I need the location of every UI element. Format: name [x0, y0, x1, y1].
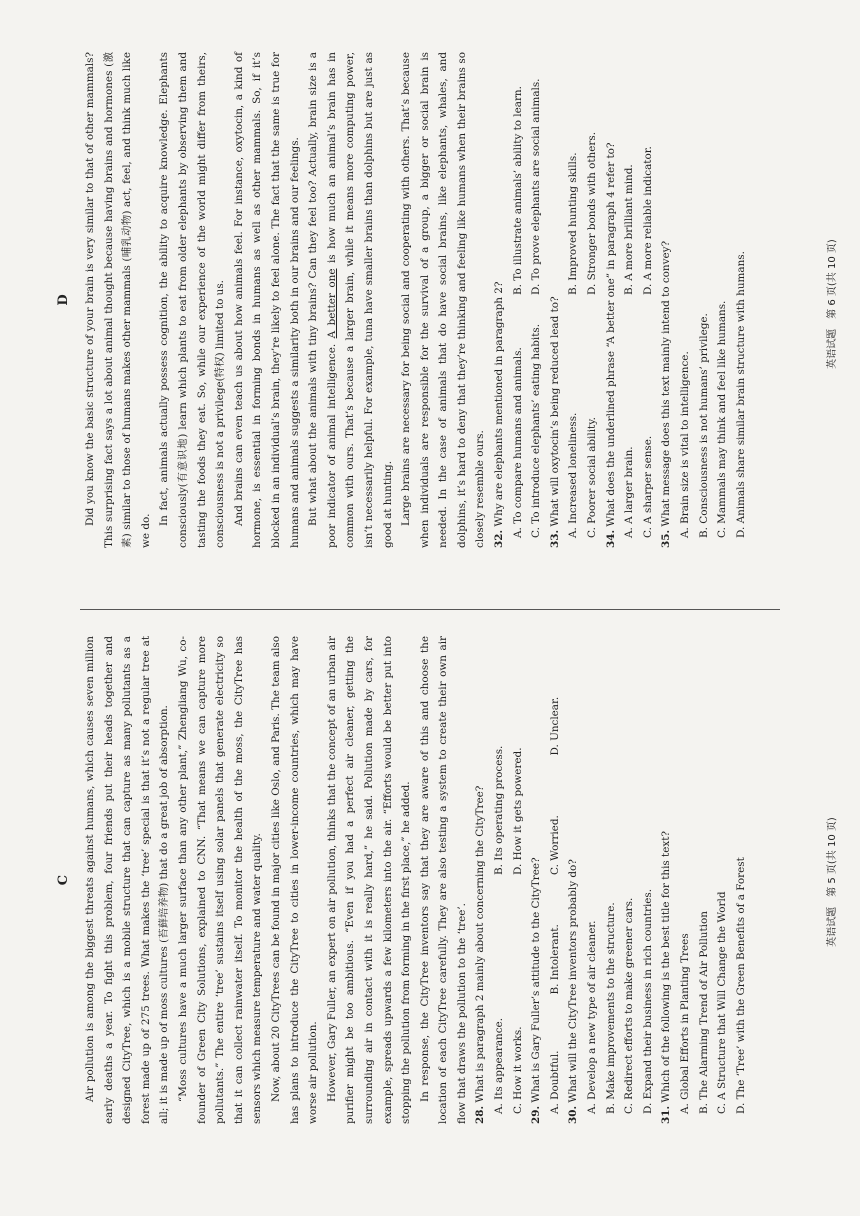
question-stem: Which of the following is the best title for this text? — [660, 831, 673, 1103]
option-d: D. How it gets powered. — [511, 747, 524, 875]
question-stem: What does the underlined phrase “A better one” in paragraph 4 refer to? — [604, 142, 617, 527]
section-title-d: D — [56, 294, 71, 306]
paragraph-text: is how much an animal’s brain has in common with ours. That’s because a larger brain, while it means more computing power, isn’t necessarily helpful. For example, tuna have smaller brains than dolphins but are just as good at hunting. — [325, 52, 394, 548]
question-number: 28. — [474, 1105, 487, 1124]
option-a: A. Brain size is vital to intelligence. — [679, 351, 691, 538]
passage-c-paragraph-3: Now, about 20 CityTrees can be found in major cities like Oslo, and Paris. The team also has plans to introduce the CityTree to cities in lower-income countries, which may have worse air pollution. — [269, 636, 320, 1124]
option-d: D. To prove elephants are social animals. — [530, 78, 543, 295]
option-a: A. Develop a new type of air cleaner. — [586, 920, 599, 1114]
option-b: B. Consciousness is not humans’ privilege. — [697, 313, 710, 538]
question-stem: What message does this text mainly intend to convey? — [660, 240, 673, 527]
passage-c-paragraph-4: However, Gary Fuller, an expert on air pollution, thinks that the concept of an urban air purifier might be too ambitious. “Even if you had a perfect air cleaner, getting the surrounding air in contact with it is really hard,” he said. Pollution made by cars, for example, spreads upwards a few kilometers into the air. “Efforts would be better put into stopping the pollution from forming in the first place,” he added. — [325, 636, 413, 1124]
passage-d-paragraph-1: Did you know the basic structure of your brain is very similar to that of other mammals? This surprising fact says a lot about animal thought because having brains and hormones (激素) similar to those of humans makes other mammals (哺乳动物) act, feel, and think much like we do. — [84, 52, 152, 548]
question-31 — [657, 636, 750, 1124]
option-c: C. Poorer social ability. — [586, 417, 599, 538]
page-footer: 英语试题 第 6 页(共 10 页) — [827, 239, 838, 369]
passage-c-paragraph-5: In response, the CityTree inventors say that they are aware of this and choose the location of each CityTree carefully. They are also testing a system to create their own air flow that draws the pollution to the ‘tree’. — [418, 636, 468, 1124]
option-b: B. Improved hunting skills. — [567, 152, 580, 295]
underlined-phrase: A better one — [325, 268, 338, 339]
option-b: B. Its operating process. — [493, 745, 506, 875]
page-5 — [0, 608, 860, 1216]
question-33 — [546, 52, 602, 548]
question-32 — [490, 52, 546, 548]
question-number: 32. — [493, 529, 506, 548]
section-title-c: C — [56, 874, 71, 886]
question-number: 30. — [567, 1105, 580, 1124]
option-b: B. To illustrate animals’ ability to learn. — [511, 86, 524, 295]
question-stem: What will the CityTree inventors probably do? — [567, 859, 580, 1103]
option-b: B. A more brilliant mind. — [623, 164, 636, 295]
option-a: A. To compare humans and animals. — [511, 347, 524, 538]
question-number: 31. — [660, 1105, 673, 1124]
option-a: A. A larger brain. — [623, 446, 636, 538]
question-stem: What is Gary Fuller’s attitude to the CityTree? — [530, 857, 543, 1103]
option-c: C. Worried. — [548, 815, 561, 875]
option-a: A. Increased loneliness. — [567, 412, 580, 538]
question-stem: What will oxytocin’s being reduced lead to? — [548, 296, 561, 527]
option-a: A. Doubtful. — [548, 1050, 561, 1114]
passage-c-paragraph-1: Air pollution is among the biggest threats against humans, which causes seven million early deaths a year. To fight this problem, four friends put their heads together and designed CityTree, which is a mobile structure that can capture as many pollutants as a forest made up of 275 trees. What makes the ‘tree’ special is that it’s not a regular tree at all; it is made up of moss cultures (苔藓培养物) that do a great job of absorption. — [84, 636, 171, 1124]
option-d: D. Animals share similar brain structure with humans. — [734, 251, 747, 538]
option-c: C. A Structure that Will Change the World — [716, 891, 729, 1114]
option-a: A. Its appearance. — [493, 1018, 506, 1114]
option-d: D. Expand their business in rich countries. — [641, 888, 654, 1114]
option-c: C. How it works. — [511, 1026, 524, 1114]
paragraph-text: But what about the animals with tiny brains? Can they feel too? Actually, brain size is a poor indicator of animal intelligence. — [307, 52, 338, 548]
question-34 — [602, 52, 658, 548]
option-d: D. Stronger bonds with others. — [586, 132, 599, 295]
question-number: 35. — [660, 529, 673, 548]
page-footer: 英语试题 第 5 页(共 10 页) — [827, 817, 838, 947]
question-number: 33. — [548, 529, 561, 548]
question-28 — [471, 636, 527, 1124]
question-number: 29. — [530, 1105, 543, 1124]
option-c: C. Mammals may think and feel like humans. — [716, 300, 729, 538]
option-b: B. Intolerant. — [548, 924, 561, 995]
option-d: D. A more reliable indicator. — [641, 146, 654, 295]
option-c: C. Redirect efforts to make greener cars. — [623, 897, 636, 1114]
option-b: B. Make improvements to the structure. — [604, 902, 617, 1114]
option-a: A. Global Efforts in Planting Trees — [679, 933, 691, 1114]
option-c: C. To introduce elephants’ eating habits. — [530, 323, 543, 538]
question-stem: What is paragraph 2 mainly about concerning the CityTree? — [474, 785, 487, 1103]
passage-d-paragraph-2: In fact, animals actually possess cognition, the ability to acquire knowledge. Elephants consciously(有意识地) learn which plants to eat from older elephants by observing them and tasting the foods they eat. So, while our experience of the world might differ from theirs, consciousness is not a privilege(特权) limited to us. — [158, 52, 227, 548]
question-35 — [657, 52, 750, 548]
question-30 — [564, 636, 657, 1124]
option-d: D. The ‘Tree’ with the Green Benefits of a Forest — [734, 857, 747, 1114]
option-b: B. The Alarming Trend of Air Pollution — [697, 911, 710, 1114]
passage-d-paragraph-4 — [304, 52, 397, 548]
question-number: 34. — [604, 529, 617, 548]
passage-d-paragraph-3: And brains can even teach us about how animals feel. For instance, oxytocin, a kind of hormone, is essential in forming bonds in humans as well as other mammals. So, if it’s blocked in an individual’s brain, they’re likely to feel alone. The fact that the same is true for humans and animals suggests a similarity both in our brains and our feelings. — [232, 52, 301, 548]
passage-d-paragraph-5: Large brains are necessary for being social and cooperating with others. That’s because when individuals are responsible for the survival of a group, a bigger or social brain is needed. In the case of animals that do have social brains, like elephants, whales, and dolphins, it’s hard to deny that they’re thinking and feeling like humans when their brains so closely resemble ours. — [400, 52, 487, 548]
passage-c-paragraph-2: “Moss cultures have a much larger surface than any other plant,” Zhengliang Wu, co-founder of Green City Solutions, explained to CNN. “That means we can capture more pollutants.” The entire ‘tree’ sustains itself using solar panels that generate electricity so that it can collect rainwater itself. To monitor the health of the moss, the CityTree has sensors which measure temperature and water quality. — [176, 636, 264, 1124]
option-d: D. Unclear. — [548, 696, 561, 756]
option-c: C. A sharper sense. — [641, 435, 654, 538]
page-divider — [80, 609, 780, 610]
question-29 — [527, 636, 564, 1124]
question-stem: Why are elephants mentioned in paragraph 2? — [493, 281, 506, 527]
